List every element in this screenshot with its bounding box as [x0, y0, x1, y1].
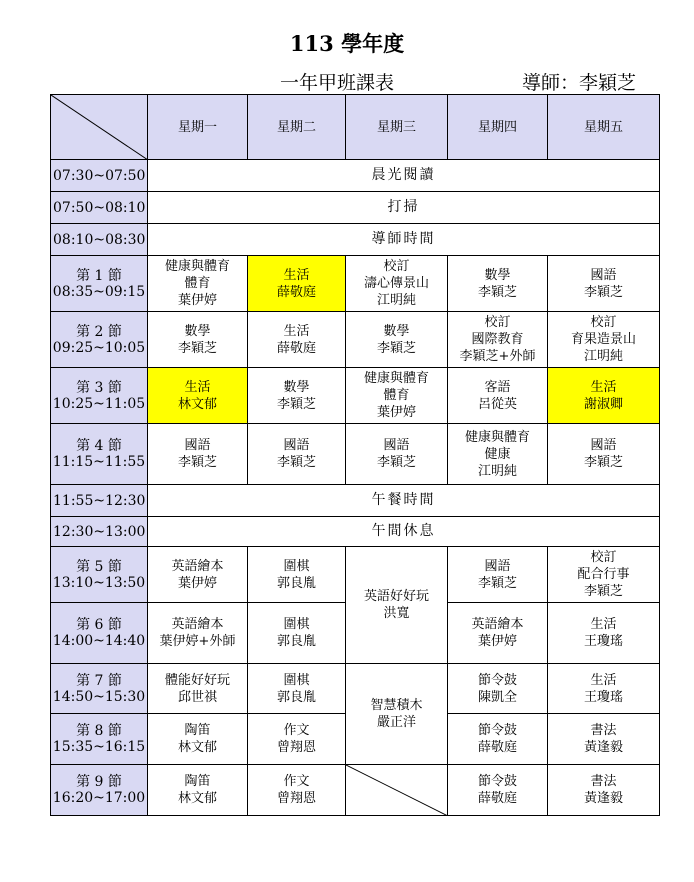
period-number: 第 9 節 — [76, 774, 122, 790]
period-label-cell — [51, 312, 148, 368]
subject: 節令鼓 — [477, 672, 517, 688]
teacher-name: 嚴正洋 — [376, 715, 416, 730]
teacher-name: 李穎芝 — [477, 284, 517, 300]
subject: 生活 — [590, 617, 617, 632]
class-cell — [548, 603, 660, 664]
teacher-name: 呂從英 — [477, 396, 517, 412]
period-number: 第 4 節 — [76, 438, 122, 454]
class-cell — [148, 547, 248, 603]
class-cell — [248, 603, 346, 664]
time-cell: 08:10~08:30 — [51, 224, 148, 256]
teacher-name: 謝淑卿 — [583, 396, 623, 412]
teacher-name: 黃逢毅 — [583, 740, 623, 755]
class-cell — [148, 312, 248, 368]
teacher-name: 江明純 — [583, 349, 623, 364]
period-number: 第 8 節 — [76, 723, 122, 739]
class-cell — [346, 424, 448, 485]
class-cell — [248, 547, 346, 603]
teacher-name: 林文郁 — [177, 791, 217, 806]
class-cell — [448, 765, 548, 816]
activity-cell: 午間休息 — [148, 517, 660, 547]
teacher-name: 江明純 — [477, 463, 517, 479]
period-label-cell — [51, 424, 148, 485]
subject: 數學 — [184, 323, 211, 339]
subject: 校訂 — [383, 259, 410, 274]
period-time: 08:35~09:15 — [52, 283, 146, 300]
period-row — [51, 312, 660, 368]
class-cell — [346, 312, 448, 368]
block-row — [51, 192, 660, 224]
class-cell — [148, 714, 248, 765]
teacher-name: 黃逢毅 — [583, 791, 623, 806]
teacher-name: 王瓊瑤 — [583, 689, 623, 705]
class-cell — [448, 368, 548, 424]
class-cell — [548, 312, 660, 368]
class-cell — [248, 256, 346, 312]
class-cell — [548, 368, 660, 424]
class-cell — [248, 765, 346, 816]
subject: 生活 — [590, 379, 617, 395]
subject: 體能好好玩 — [164, 672, 230, 688]
subject: 校訂 — [590, 315, 617, 330]
subject: 圍棋 — [283, 558, 310, 574]
subject: 生活 — [184, 379, 211, 395]
period-label-cell — [51, 256, 148, 312]
teacher-name: 李穎芝 — [477, 575, 517, 591]
time-cell: 11:55~12:30 — [51, 485, 148, 517]
subject: 校訂 — [590, 550, 617, 565]
teacher-name: 薛敬庭 — [276, 340, 316, 356]
teacher-name: 曾翔恩 — [276, 791, 316, 806]
subject-detail: 體育 — [184, 276, 211, 291]
subject: 節令鼓 — [477, 723, 517, 738]
period-label-cell — [51, 547, 148, 603]
class-cell — [448, 424, 548, 485]
period-time: 15:35~16:15 — [52, 739, 146, 755]
diagonal-line-icon — [346, 765, 448, 816]
class-cell-merged — [346, 547, 448, 664]
class-cell — [548, 765, 660, 816]
class-cell — [248, 424, 346, 485]
class-cell — [248, 312, 346, 368]
teacher-name: 郭良胤 — [276, 575, 316, 591]
subject: 數學 — [283, 379, 310, 395]
teacher-name: 李穎芝 — [583, 455, 623, 470]
activity-cell: 午餐時間 — [148, 485, 660, 517]
teacher-name: 郭良胤 — [276, 689, 316, 705]
subject: 國語 — [590, 438, 617, 453]
class-cell-merged — [346, 664, 448, 765]
period-label-cell — [51, 368, 148, 424]
period-number: 第 3 節 — [76, 379, 122, 396]
teacher-name: 葉伊婷+外師 — [159, 634, 236, 649]
subject: 陶笛 — [184, 723, 211, 738]
teacher-name: 郭良胤 — [276, 634, 316, 649]
time-cell: 12:30~13:00 — [51, 517, 148, 547]
teacher-name: 葉伊婷 — [177, 293, 217, 308]
teacher-name: 葉伊婷 — [376, 405, 416, 420]
class-cell — [548, 664, 660, 714]
day-header-wed: 星期三 — [346, 95, 448, 160]
block-row — [51, 517, 660, 547]
subject-detail: 育果造景山 — [570, 332, 636, 347]
period-number: 第 7 節 — [76, 672, 122, 689]
teacher-name: 林文郁 — [177, 396, 217, 412]
subject-detail: 配合行事 — [577, 567, 630, 582]
subject: 英語好好玩 — [363, 589, 429, 604]
activity-cell: 打掃 — [148, 192, 660, 224]
period-time: 14:50~15:30 — [52, 688, 146, 705]
period-label-cell — [51, 664, 148, 714]
page-title: 113 學年度 — [289, 31, 405, 56]
class-cell — [148, 765, 248, 816]
class-cell — [248, 664, 346, 714]
period-number: 第 5 節 — [76, 558, 122, 575]
teacher-name: 邱世祺 — [177, 689, 217, 705]
time-cell: 07:50~08:10 — [51, 192, 148, 224]
subject: 英語繪本 — [471, 617, 524, 632]
block-row — [51, 485, 660, 517]
subject: 書法 — [590, 774, 617, 789]
period-number: 第 6 節 — [76, 617, 122, 633]
subject-detail: 濤心傳景山 — [363, 276, 429, 291]
class-cell — [346, 256, 448, 312]
teacher-name: 李穎芝 — [376, 340, 416, 356]
subject: 健康與體育 — [164, 259, 230, 274]
period-time: 09:25~10:05 — [52, 339, 146, 356]
subject: 英語繪本 — [171, 617, 224, 632]
subject: 生活 — [283, 267, 310, 283]
class-cell — [548, 714, 660, 765]
class-cell — [448, 714, 548, 765]
subject: 國語 — [590, 267, 617, 283]
class-cell — [148, 603, 248, 664]
class-cell — [448, 312, 548, 368]
subject: 圍棋 — [283, 617, 310, 632]
time-cell: 07:30~07:50 — [51, 160, 148, 192]
subject-detail: 體育 — [383, 388, 410, 403]
period-row — [51, 765, 660, 816]
activity-cell: 晨光閱讀 — [148, 160, 660, 192]
period-row — [51, 424, 660, 485]
corner-cell — [51, 95, 148, 160]
day-header-tue: 星期二 — [248, 95, 346, 160]
subject: 英語繪本 — [171, 558, 224, 574]
teacher-name: 李穎芝 — [276, 455, 316, 470]
teacher-name: 陳凱全 — [477, 689, 517, 705]
subject: 健康與體育 — [464, 429, 530, 445]
class-cell — [448, 603, 548, 664]
teacher-name: 薛敬庭 — [276, 284, 316, 300]
period-time: 16:20~17:00 — [52, 790, 146, 806]
subject: 作文 — [283, 723, 310, 738]
class-timetable-title: 一年甲班課表 — [280, 72, 395, 94]
block-row — [51, 160, 660, 192]
teacher-name: 江明純 — [376, 293, 416, 308]
teacher-name: 李穎芝+外師 — [459, 349, 536, 364]
period-number: 第 1 節 — [76, 267, 122, 284]
timetable — [50, 94, 660, 816]
subject: 作文 — [283, 774, 310, 789]
subject: 校訂 — [484, 315, 511, 330]
day-header-fri: 星期五 — [548, 95, 660, 160]
teacher-name: 林文郁 — [177, 740, 217, 755]
diagonal-line-icon — [51, 95, 148, 160]
period-label-cell — [51, 765, 148, 816]
subject: 國語 — [484, 558, 511, 574]
period-time: 13:10~13:50 — [52, 574, 146, 591]
teacher-name: 王瓊瑤 — [583, 634, 623, 649]
teacher-name: 李穎芝 — [583, 284, 623, 300]
period-row — [51, 368, 660, 424]
teacher-name: 洪寬 — [383, 606, 410, 621]
subject: 生活 — [590, 672, 617, 688]
subject: 陶笛 — [184, 774, 211, 789]
subject: 國語 — [383, 438, 410, 453]
teacher-name: 曾翔恩 — [276, 740, 316, 755]
period-label-cell — [51, 714, 148, 765]
class-cell — [148, 368, 248, 424]
period-label-cell — [51, 603, 148, 664]
class-cell — [148, 664, 248, 714]
subject: 國語 — [283, 438, 310, 453]
period-row — [51, 256, 660, 312]
period-number: 第 2 節 — [76, 323, 122, 340]
class-cell — [346, 368, 448, 424]
teacher-name: 李穎芝 — [583, 584, 623, 599]
subject: 國語 — [184, 438, 211, 453]
header-row — [51, 95, 660, 160]
subject-detail: 健康 — [484, 446, 511, 462]
teacher-name: 葉伊婷 — [177, 575, 217, 591]
period-time: 10:25~11:05 — [52, 395, 146, 412]
teacher-name: 李穎芝 — [177, 455, 217, 470]
teacher-name: 薛敬庭 — [477, 740, 517, 755]
class-cell — [548, 547, 660, 603]
teacher-name: 薛敬庭 — [477, 791, 517, 806]
subject: 書法 — [590, 723, 617, 738]
subject: 圍棋 — [283, 672, 310, 688]
day-header-thu: 星期四 — [448, 95, 548, 160]
class-cell — [448, 256, 548, 312]
teacher-name: 李穎芝 — [376, 455, 416, 470]
teacher-name: 李穎芝 — [177, 340, 217, 356]
subject: 健康與體育 — [363, 371, 429, 386]
empty-cell — [346, 765, 448, 816]
teacher-name: 葉伊婷 — [477, 634, 517, 649]
subject: 智慧積木 — [370, 698, 423, 713]
day-header-mon: 星期一 — [148, 95, 248, 160]
class-cell — [448, 547, 548, 603]
class-cell — [548, 424, 660, 485]
period-row — [51, 547, 660, 603]
block-row — [51, 224, 660, 256]
class-cell — [148, 424, 248, 485]
activity-cell: 導師時間 — [148, 224, 660, 256]
subject: 客語 — [484, 379, 511, 395]
subject: 數學 — [484, 267, 511, 283]
period-time: 11:15~11:55 — [52, 454, 146, 470]
class-cell — [248, 368, 346, 424]
subject-detail: 國際教育 — [471, 332, 524, 347]
subject: 生活 — [283, 323, 310, 339]
teacher-name: 李穎芝 — [276, 396, 316, 412]
period-row — [51, 664, 660, 714]
class-cell — [148, 256, 248, 312]
subject: 節令鼓 — [477, 774, 517, 789]
class-cell — [548, 256, 660, 312]
class-cell — [448, 664, 548, 714]
class-cell — [248, 714, 346, 765]
subject: 數學 — [383, 323, 410, 339]
homeroom-teacher: 導師：李穎芝 — [522, 72, 637, 94]
period-time: 14:00~14:40 — [52, 633, 146, 649]
